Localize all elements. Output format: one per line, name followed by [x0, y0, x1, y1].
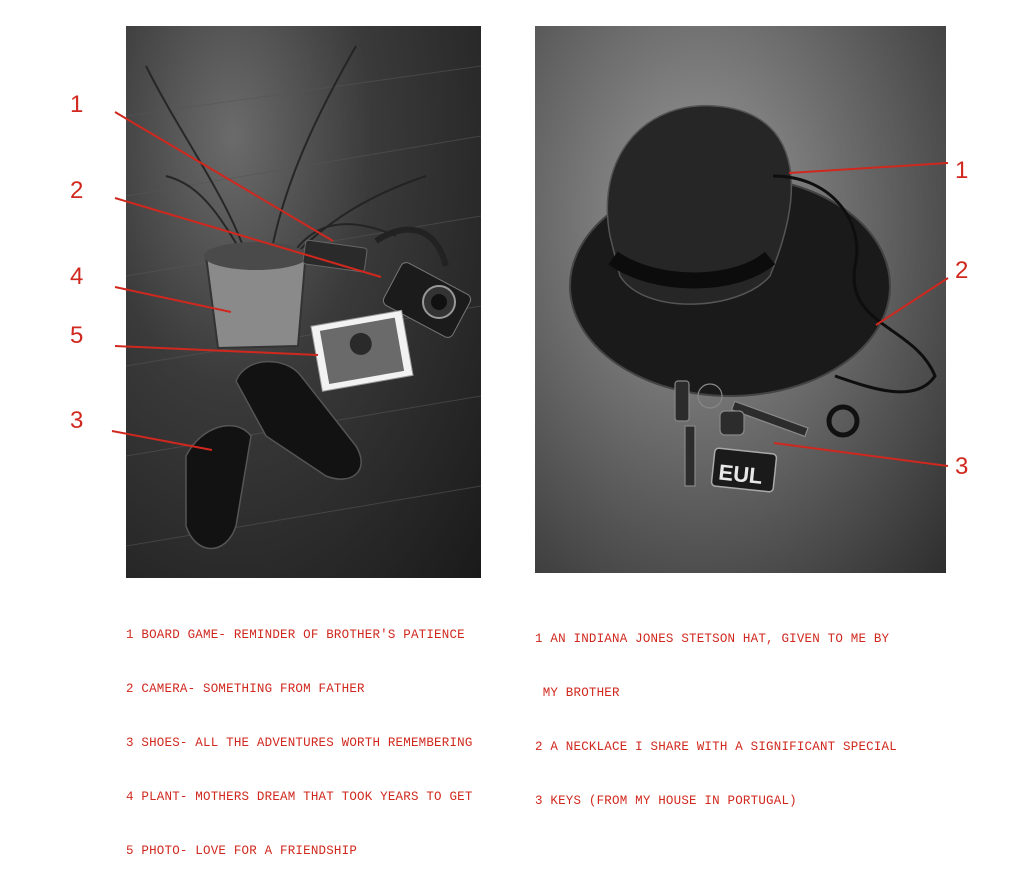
board-game — [303, 240, 368, 272]
marker-left-3: 3 — [70, 407, 84, 434]
left-caption-1: 1 BOARD GAME- REMINDER OF BROTHER'S PATIENCE — [126, 628, 465, 642]
necklace-pendant — [829, 407, 857, 435]
marker-left-1: 1 — [70, 91, 84, 118]
photo-left — [126, 26, 481, 578]
left-caption-2: 2 CAMERA- SOMETHING FROM FATHER — [126, 682, 365, 696]
marker-right-1: 1 — [955, 157, 969, 184]
marker-left-5: 5 — [70, 322, 84, 349]
left-caption-list — [126, 590, 473, 878]
marker-right-2: 2 — [955, 257, 969, 284]
right-caption-1: 1 AN INDIANA JONES STETSON HAT, GIVEN TO ME BY — [535, 632, 890, 646]
left-caption-3: 3 SHOES- ALL THE ADVENTURES WORTH REMEMBERING — [126, 736, 473, 750]
left-caption-5: 5 PHOTO- LOVE FOR A FRIENDSHIP — [126, 844, 358, 858]
marker-left-4: 4 — [70, 263, 84, 290]
eul-keychain — [711, 448, 777, 492]
marker-left-2: 2 — [70, 177, 84, 204]
right-caption-3: 3 KEYS (FROM MY HOUSE IN PORTUGAL) — [535, 794, 797, 808]
marker-right-3: 3 — [955, 453, 969, 480]
photo-right — [535, 26, 946, 573]
right-caption-1-cont: MY BROTHER — [535, 686, 620, 700]
keychain-text: EUL — [717, 459, 764, 489]
left-caption-4: 4 PLANT- MOTHERS DREAM THAT TOOK YEARS TO GET — [126, 790, 473, 804]
right-caption-list — [535, 594, 897, 828]
photo-print — [311, 310, 413, 391]
right-caption-2: 2 A NECKLACE I SHARE WITH A SIGNIFICANT SPECIAL — [535, 740, 897, 754]
